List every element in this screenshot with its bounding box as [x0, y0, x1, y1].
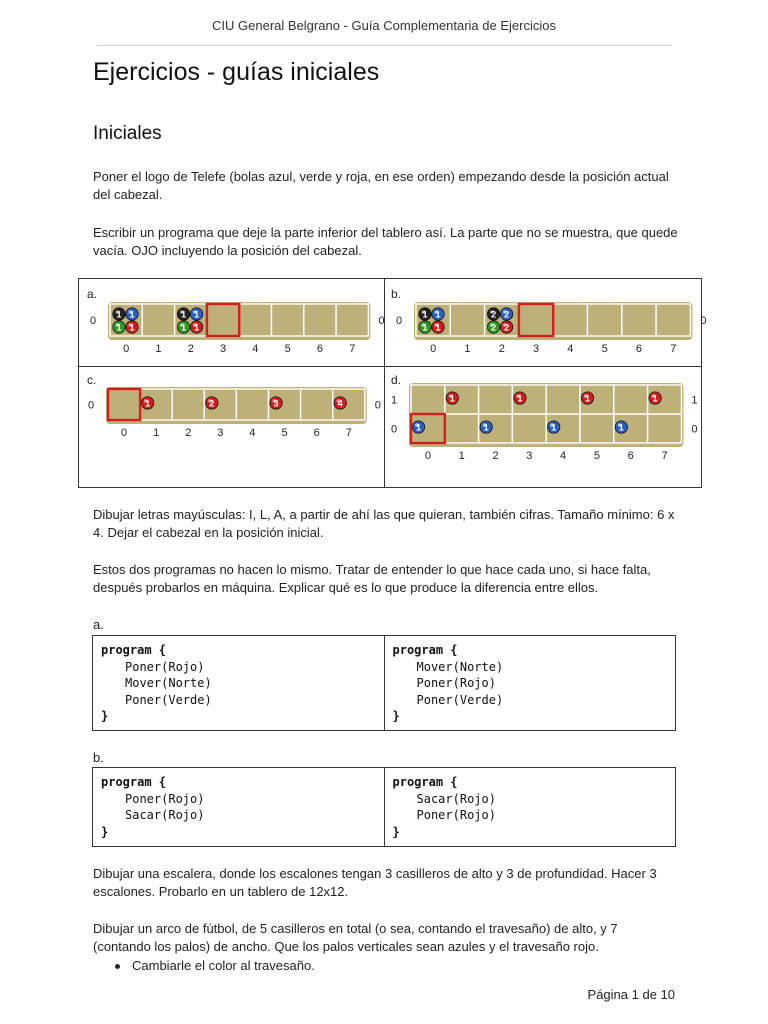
row-label: 0 [390, 423, 398, 436]
header-divider [97, 45, 672, 46]
ball-count: 4 [337, 398, 343, 409]
column-label: 4 [252, 343, 259, 355]
exercise-compare: Estos dos programas no hacen lo mismo. Tratar de entender lo que hace cada uno, si hace falta, después probarlos en máquina. Explicar qué es lo que produce la diferencia entre ellos. [93, 562, 651, 595]
ball-count: 2 [504, 309, 510, 320]
boards-figure [79, 279, 707, 487]
ball-count: 1 [422, 309, 428, 320]
ball-count: 1 [551, 422, 557, 433]
ball-count: 1 [116, 309, 122, 320]
code-line: Mover(Norte) [125, 676, 212, 690]
column-label: 0 [123, 343, 130, 355]
bullet-text: Cambiarle el color al travesaño. [132, 958, 315, 973]
label-b: b. [93, 750, 104, 765]
bullet-item [115, 958, 315, 973]
code-line: Poner(Rojo) [416, 676, 496, 690]
board-cell [479, 385, 513, 414]
board-cell [656, 304, 690, 336]
column-label: 2 [187, 343, 194, 355]
column-label: 6 [313, 427, 320, 439]
ball-count: 3 [273, 398, 279, 409]
bullet-dot-icon [115, 964, 120, 969]
board-cell [108, 389, 140, 420]
board-label: a. [87, 287, 98, 301]
row-label: 0 [700, 315, 707, 327]
board-label: b. [391, 287, 402, 301]
code-line: program { [392, 775, 458, 789]
ball-count: 2 [491, 322, 497, 333]
board-cell [519, 304, 553, 336]
code-line: program { [392, 643, 458, 657]
board-cell [301, 389, 333, 420]
ball-count: 1 [129, 309, 135, 320]
column-label: 0 [430, 343, 437, 355]
boards-table [78, 278, 707, 488]
board-cell [580, 414, 614, 443]
code-line: Sacar(Rojo) [125, 808, 205, 822]
column-label: 6 [316, 343, 324, 355]
column-label: 6 [627, 450, 634, 462]
row-label: 0 [87, 399, 95, 412]
code-b-right [384, 768, 676, 846]
board-cell [512, 414, 546, 443]
board-cell [588, 304, 622, 336]
ball-count: 1 [435, 322, 441, 333]
ball-count: 1 [181, 309, 187, 320]
ball-count: 1 [422, 322, 428, 333]
column-label: 5 [593, 450, 600, 462]
code-line: } [101, 824, 109, 839]
code-line: Poner(Rojo) [125, 791, 205, 806]
row-label: 0 [374, 399, 381, 412]
code-line: program { [101, 643, 167, 657]
row-label: 0 [378, 315, 385, 327]
column-label: 5 [284, 343, 291, 355]
ball-count: 1 [129, 322, 135, 333]
ball-count: 1 [194, 309, 200, 320]
code-line: program { [101, 775, 167, 789]
column-label: 1 [153, 427, 160, 439]
row-label: 1 [691, 394, 698, 407]
exercise-letters: Dibujar letras mayúsculas: I, L, A, a partir de ahí las que quieran, también cifras. Tamaño mínimo: 6 x 4. Dejar el cabezal en la posición inicial. [93, 507, 675, 540]
board-cell [142, 304, 174, 336]
column-label: 6 [635, 343, 643, 355]
column-label: 4 [560, 450, 567, 462]
ball-count: 1 [517, 393, 523, 404]
page-number: Página 1 de 10 [587, 987, 675, 1002]
ball-count: 1 [449, 393, 455, 404]
column-label: 4 [249, 427, 256, 439]
column-label: 7 [670, 343, 677, 355]
row-label: 1 [390, 394, 398, 407]
exercise-goal: Dibujar un arco de fútbol, de 5 casilleros en total (o sea, contando el travesaño) de alto, y 7 (contando los palos) de ancho. Que los palos verticales sean azules y el travesaño rojo. [93, 921, 618, 954]
exercise-board-bottom: Escribir un programa que deje la parte inferior del tablero así. La parte que no se muestra, que quede vacía. OJO incluyendo la posición del cabezal. [93, 225, 678, 258]
board-cell [553, 304, 587, 336]
column-label: 5 [281, 427, 288, 439]
code-table-a [92, 635, 676, 731]
ball-count: 1 [483, 422, 489, 433]
row-label: 0 [691, 423, 698, 436]
code-line: Sacar(Rojo) [416, 791, 496, 806]
board-cell [239, 304, 271, 336]
board-cell [450, 304, 484, 336]
code-line: } [101, 709, 109, 723]
column-label: 0 [424, 450, 431, 462]
code-line: } [392, 824, 400, 839]
ball-count: 1 [415, 422, 422, 433]
exercise-telefe: Poner el logo de Telefe (bolas azul, verde y roja, en ese orden) empezando desde la posición actual del cabezal. [93, 169, 669, 202]
column-label: 3 [526, 450, 533, 462]
column-label: 1 [464, 343, 471, 355]
ball-count: 1 [584, 393, 591, 404]
board-cell [272, 304, 304, 336]
page-title: Ejercicios - guías iniciales [93, 58, 380, 86]
column-label: 7 [661, 450, 668, 462]
board-label: d. [391, 373, 402, 387]
label-a: a. [93, 617, 104, 632]
board-cell [304, 304, 336, 336]
column-label: 1 [458, 450, 465, 462]
column-label: 2 [185, 427, 192, 439]
column-label: 3 [219, 343, 227, 355]
code-b-left [93, 768, 384, 846]
ball-count: 1 [181, 322, 187, 333]
ball-count: 1 [435, 309, 441, 320]
ball-count: 1 [618, 422, 624, 433]
column-label: 7 [349, 343, 356, 355]
code-table-b [92, 767, 676, 847]
board-cell [172, 389, 204, 420]
running-header: CIU General Belgrano - Guía Complementaria de Ejercicios [212, 18, 556, 33]
code-a-right [384, 636, 676, 730]
column-label: 3 [217, 427, 224, 439]
code-a-left [93, 636, 384, 730]
code-line: } [392, 709, 400, 723]
column-label: 4 [567, 343, 574, 355]
board-cell [411, 385, 445, 414]
code-line: Mover(Norte) [416, 659, 504, 674]
column-label: 0 [120, 427, 128, 439]
code-line: Poner(Rojo) [416, 808, 496, 822]
ball-count: 2 [504, 322, 510, 333]
board-label: c. [87, 373, 97, 387]
column-label: 1 [155, 343, 162, 355]
exercise-stairs: Dibujar una escalera, donde los escalones tengan 3 casilleros de alto y 3 de profundidad. Hacer 3 escalones. Probarlo en un tablero de 12x12. [93, 866, 657, 899]
ball-count: 2 [491, 309, 497, 320]
ball-count: 1 [652, 393, 658, 404]
ball-count: 1 [116, 322, 122, 333]
board-cell [648, 414, 682, 443]
row-label: 0 [395, 315, 403, 327]
column-label: 2 [492, 450, 499, 462]
column-label: 3 [532, 343, 540, 355]
column-label: 5 [601, 343, 608, 355]
section-heading: Iniciales [93, 123, 162, 144]
board-cell [207, 304, 239, 336]
row-label: 0 [89, 315, 97, 327]
board-cell [546, 385, 580, 414]
column-label: 7 [345, 427, 352, 439]
board-cell [236, 389, 268, 420]
code-line: Poner(Rojo) [125, 659, 205, 674]
code-line: Poner(Verde) [416, 692, 504, 707]
board-cell [614, 385, 648, 414]
code-line: Poner(Verde) [125, 692, 212, 707]
ball-count: 1 [194, 322, 200, 333]
column-label: 2 [498, 343, 505, 355]
board-cell [445, 414, 479, 443]
ball-count: 1 [145, 398, 151, 409]
board-cell [622, 304, 656, 336]
board-cell [336, 304, 368, 336]
ball-count: 2 [209, 398, 215, 409]
